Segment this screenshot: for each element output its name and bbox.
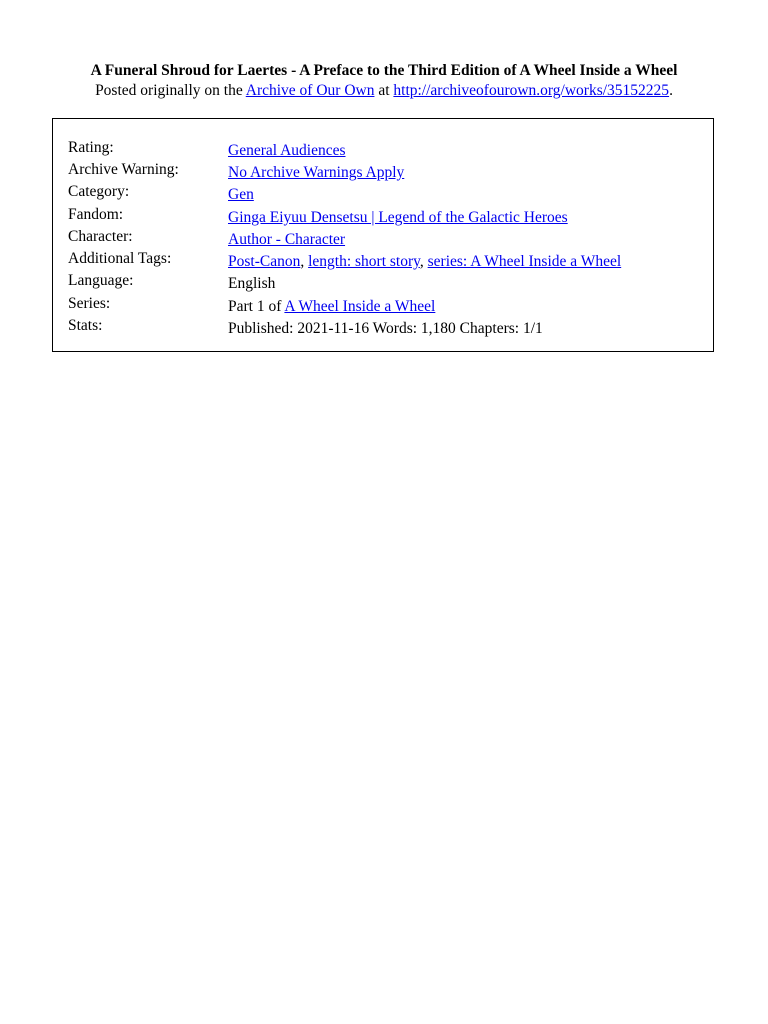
tag-series-link[interactable]: series: A Wheel Inside a Wheel (427, 253, 622, 270)
character-label: Character: (68, 228, 133, 245)
series-label: Series: (68, 295, 111, 312)
work-url-link[interactable]: http://archiveofourown.org/works/35152225 (393, 82, 670, 99)
series-prefix: Part 1 of (228, 298, 285, 315)
tag-separator: , (300, 253, 309, 270)
at-text: at (374, 82, 394, 99)
posted-line (0, 81, 768, 101)
category-link[interactable]: Gen (228, 186, 254, 203)
warning-label: Archive Warning: (68, 161, 179, 178)
fandom-link[interactable]: Ginga Eiyuu Densetsu | Legend of the Galactic Heroes (228, 209, 568, 226)
rating-label: Rating: (68, 139, 114, 156)
warning-link[interactable]: No Archive Warnings Apply (228, 164, 405, 181)
tag-post-canon-link[interactable]: Post-Canon (228, 253, 301, 270)
tag-length-link[interactable]: length: short story (308, 253, 420, 270)
fandom-label: Fandom: (68, 206, 124, 223)
archive-link[interactable]: Archive of Our Own (245, 82, 375, 99)
category-label: Category: (68, 183, 130, 200)
tag-separator: , (419, 253, 428, 270)
language-value: English (228, 275, 276, 292)
rating-link[interactable]: General Audiences (228, 142, 346, 159)
posted-prefix: Posted originally on the (95, 82, 246, 99)
stats-label: Stats: (68, 317, 103, 334)
series-link[interactable]: A Wheel Inside a Wheel (284, 298, 436, 315)
stats-value: Published: 2021-11-16 Words: 1,180 Chapters: 1/1 (228, 320, 543, 337)
language-label: Language: (68, 272, 134, 289)
tags-label: Additional Tags: (68, 250, 172, 267)
character-link[interactable]: Author - Character (228, 231, 346, 248)
period: . (669, 82, 673, 99)
metadata-box (52, 118, 714, 352)
work-title: A Funeral Shroud for Laertes - A Preface to the Third Edition of A Wheel Inside a Wheel (90, 62, 678, 79)
